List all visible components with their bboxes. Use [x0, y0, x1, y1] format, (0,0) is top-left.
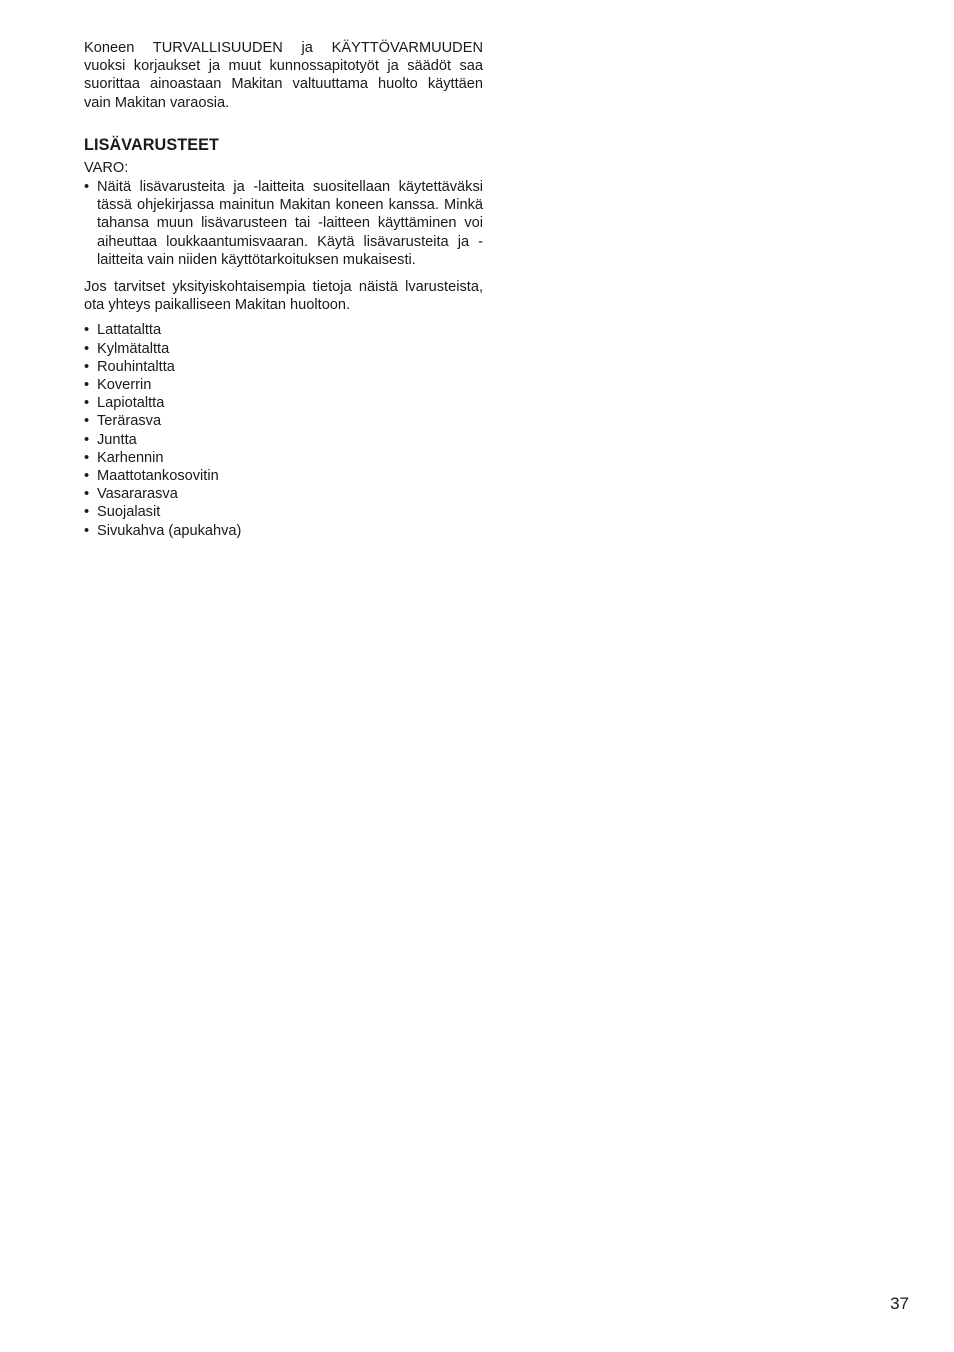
- bullet-icon: •: [84, 322, 90, 339]
- bullet-icon: •: [84, 449, 90, 466]
- list-item: [84, 358, 483, 376]
- list-item: [84, 485, 483, 503]
- accessory-label: Juntta: [97, 431, 137, 448]
- bullet-icon: •: [84, 431, 90, 448]
- info-paragraph: Jos tarvitset yksityiskohtaisempia tietoja näistä lvarusteista, ota yhteys paikalliseen Makitan huoltoon.: [84, 279, 483, 314]
- accessory-label: Koverrin: [97, 377, 152, 393]
- caution-label: VARO:: [84, 159, 129, 176]
- section-title: LISÄVARUSTEET: [84, 135, 220, 154]
- bullet-icon: •: [84, 504, 90, 521]
- accessory-label: Vasararasva: [97, 486, 178, 503]
- list-item: [84, 412, 483, 430]
- accessory-label: Rouhintaltta: [97, 358, 175, 375]
- accessory-label: Lapiotaltta: [97, 395, 165, 412]
- accessory-label: Karhennin: [97, 449, 164, 466]
- intro-paragraph: Koneen TURVALLISUUDEN ja KÄYTTÖVARMUUDEN vuoksi korjaukset ja muut kunnossapitotyöt ja säädöt saa suorittaa ainoastaan Makitan valtuuttama huolto käyttäen vain Makitan varaosia.: [84, 40, 483, 111]
- accessory-label: Lattataltta: [97, 322, 162, 339]
- list-item: [84, 340, 483, 358]
- page-number: 37: [890, 1294, 909, 1313]
- bullet-icon: •: [84, 358, 90, 375]
- bullet-icon: •: [84, 486, 90, 503]
- list-item: [84, 449, 483, 467]
- list-item: [84, 431, 483, 449]
- list-item: [84, 503, 483, 521]
- bullet-icon: •: [84, 522, 90, 539]
- list-item: [84, 467, 483, 485]
- accessory-label: Sivukahva (apukahva): [97, 522, 242, 539]
- bullet-icon: •: [84, 395, 90, 412]
- accessory-label: Terärasva: [97, 413, 162, 430]
- caution-text: Näitä lisävarusteita ja -laitteita suositellaan käytettäväksi tässä ohjekirjassa mainitun Makitan koneen kanssa. Minkä tahansa muun lisävarusteen tai -laitteen käyttäminen voi aiheuttaa loukkaantumisvaaran. Käytä lisävarusteita ja -laitteita vain niiden käyttötarkoituksen mukaisesti.: [97, 179, 483, 268]
- bullet-icon: •: [84, 467, 90, 484]
- accessory-label: Suojalasit: [97, 504, 161, 521]
- bullet-icon: •: [84, 377, 90, 393]
- accessory-list: [84, 321, 483, 539]
- list-item: [84, 522, 483, 540]
- caution-bullet-item: [84, 178, 483, 269]
- accessory-label: Kylmätaltta: [97, 340, 170, 357]
- text-column: [84, 39, 483, 540]
- bullet-icon: •: [84, 179, 90, 196]
- list-item: [84, 394, 483, 412]
- bullet-icon: •: [84, 340, 90, 357]
- list-item: [84, 376, 483, 394]
- list-item: [84, 321, 483, 339]
- accessory-label: Maattotankosovitin: [97, 467, 219, 484]
- bullet-icon: •: [84, 413, 90, 430]
